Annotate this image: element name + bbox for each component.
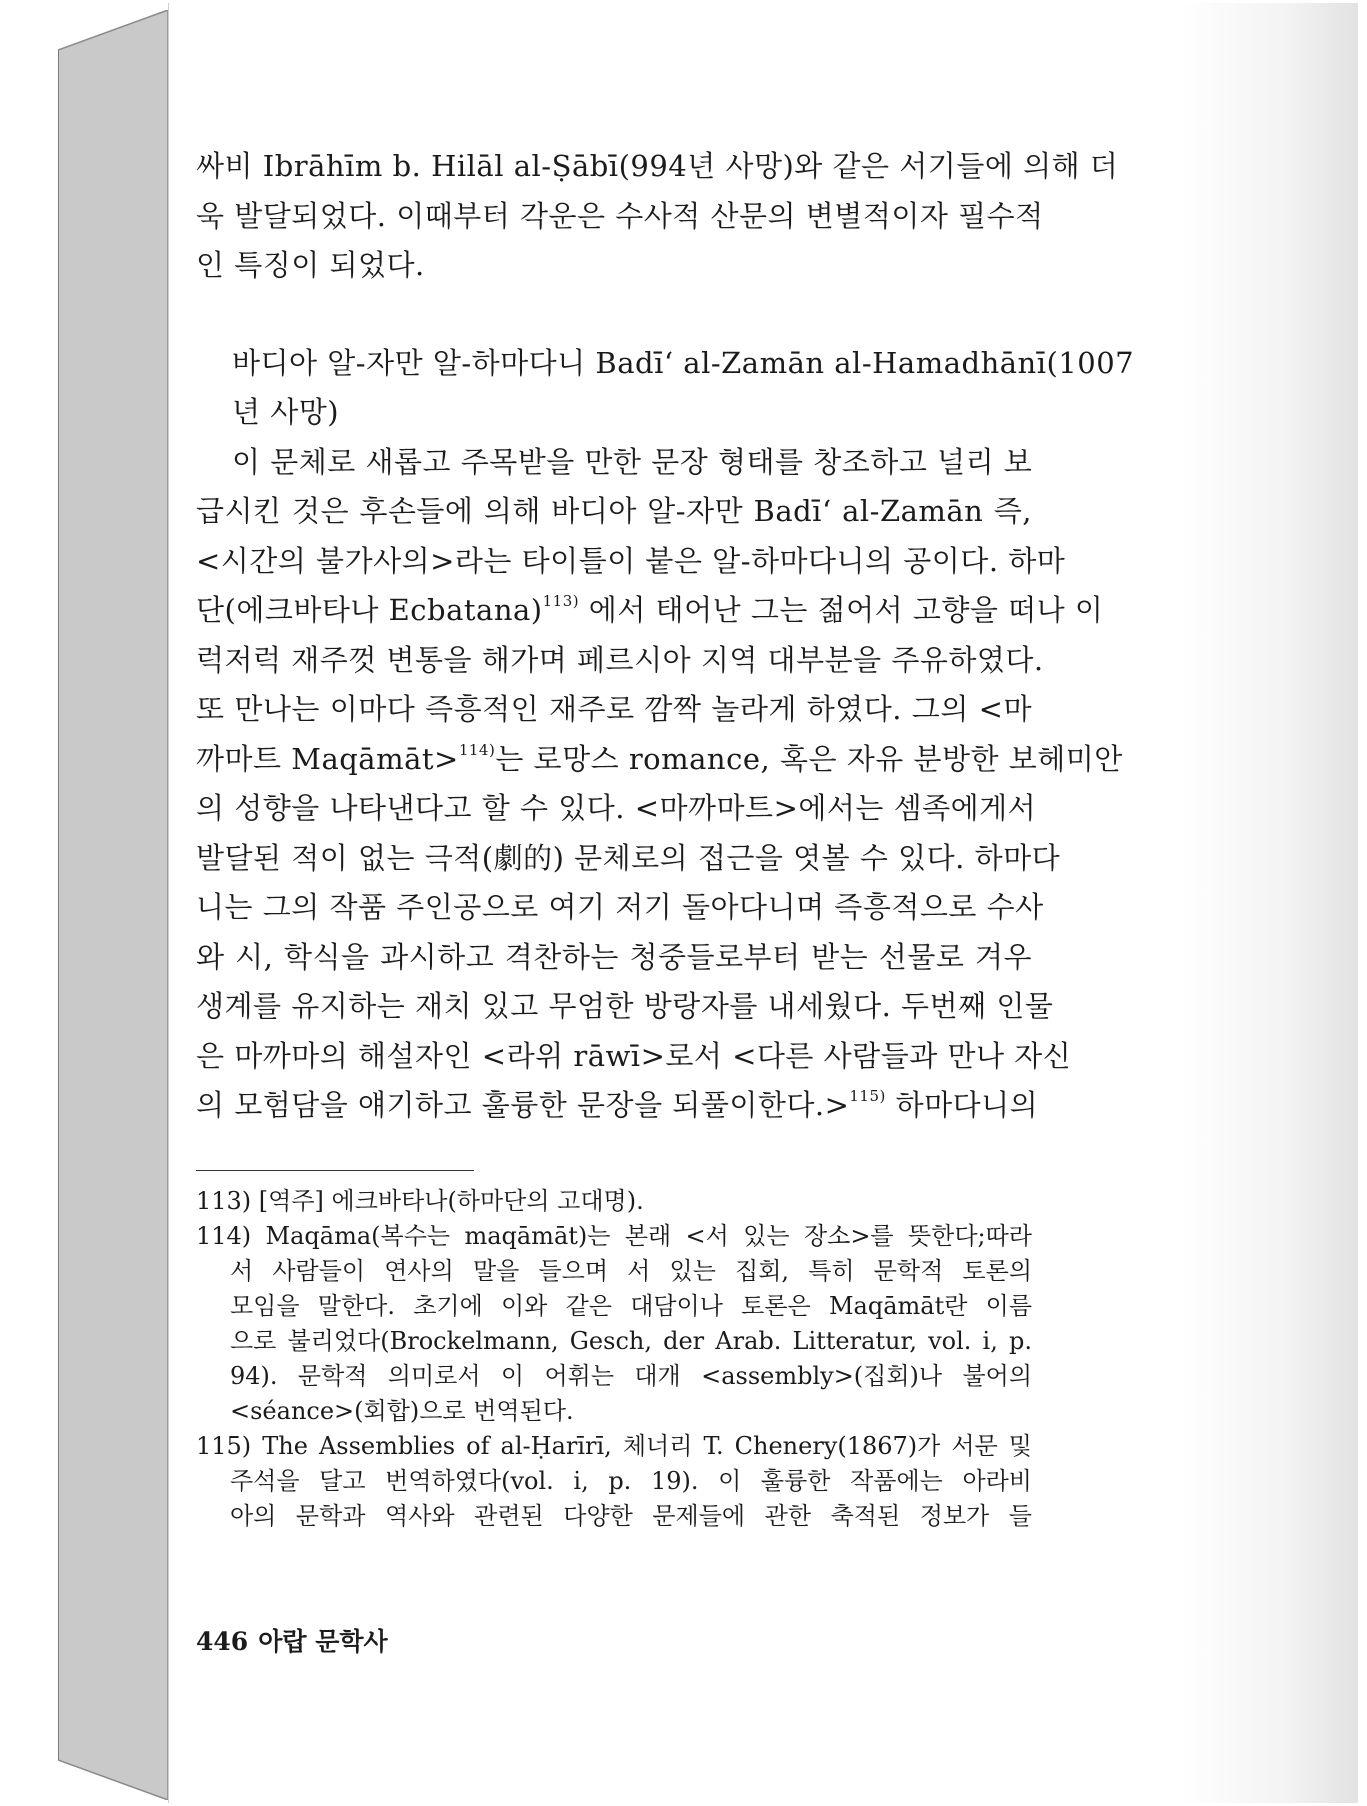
page-footer	[196, 1622, 388, 1658]
footnote-115: 115) The Assemblies of al-Ḥarīrī, 체너리 T. Chenery(1867)가 서문 및	[196, 1432, 1032, 1460]
footnote-114-line: 모임을 말한다. 초기에 이와 같은 대담이나 토론은 Maqāmāt란 이름	[230, 1292, 1032, 1320]
footnotes	[196, 1184, 1032, 1534]
body-line: 급시킨 것은 후손들에 의해 바디아 알-자만 Badī‘ al-Zamān 즉,	[196, 494, 1032, 528]
body-line: 니는 그의 작품 주인공으로 여기 저기 돌아다니며 즉흥적으로 수사	[196, 890, 1044, 924]
footnote-114-line: <séance>(회합)으로 번역된다.	[230, 1397, 574, 1425]
body-line: 와 시, 학식을 과시하고 격찬하는 청중들로부터 받는 선물로 겨우	[196, 939, 1032, 974]
running-title: 아랍 문학사	[258, 1627, 388, 1656]
body-text-run: 의 모험담을 얘기하고 훌륭한 문장을 되풀이한다.>	[196, 1088, 850, 1122]
section-heading: 바디아 알-자만 알-하마다니 Badī‘ al-Zamān al-Hamadhānī(1007	[232, 345, 1135, 380]
footnote-114-line: 94). 문학적 의미로서 이 어휘는 대개 <assembly>(집회)나 불어의	[230, 1362, 1032, 1390]
footnote-ref: 114)	[458, 740, 496, 759]
body-line: 인 특징이 되었다.	[196, 248, 425, 282]
body-line: 의 성향을 나타낸다고 할 수 있다. <마까마트>에서는 셈족에게서	[196, 791, 1037, 825]
body-line: 생계를 유지하는 재치 있고 무엄한 방랑자를 내세웠다. 두번째 인물	[196, 989, 1054, 1023]
footnote-113: 113) [역주] 에크바타나(하마단의 고대명).	[196, 1187, 644, 1215]
body-line: 은 마까마의 해설자인 <라위 rāwī>로서 <다른 사람들과 만나 자신	[196, 1038, 1072, 1073]
footnote-ref: 115)	[849, 1087, 886, 1105]
body-line	[196, 735, 1123, 785]
body-text	[196, 142, 1135, 1131]
body-line: 욱 발달되었다. 이때부터 각운은 수사적 산문의 변별적이자 필수적	[196, 198, 1044, 233]
footnote-114: 114) Maqāma(복수는 maqāmāt)는 본래 <서 있는 장소>를 뜻한다;따라	[196, 1222, 1032, 1250]
body-line: 싸비 Ibrāhīm b. Hilāl al-Ṣābī(994년 사망)와 같은 서기들에 의해 더	[196, 149, 1119, 183]
body-line: <시간의 불가사의>라는 타이틀이 붙은 알-하마다니의 공이다. 하마	[196, 543, 1066, 578]
footnote-115-line: 주석을 달고 번역하였다(vol. i, p. 19). 이 훌륭한 작품에는 아라비	[230, 1467, 1032, 1495]
body-line: 럭저럭 재주껏 변통을 해가며 페르시아 지역 대부분을 주유하였다.	[196, 642, 1044, 677]
body-text-run: 에서 태어난 그는 젊어서 고향을 떠나 이	[579, 593, 1104, 627]
footnote-114-line: 서 사람들이 연사의 말을 들으며 서 있는 집회, 특히 문학적 토론의	[230, 1257, 1032, 1285]
body-line	[196, 1081, 1039, 1131]
body-line: 발달된 적이 없는 극적(劇的) 문체로의 접근을 엿볼 수 있다. 하마다	[196, 840, 1061, 875]
body-text-run: 까마트 Maqāmāt>	[196, 741, 459, 776]
footnote-ref: 113)	[542, 592, 580, 610]
book-spine	[58, 10, 178, 1800]
page-number: 446	[196, 1627, 249, 1656]
body-line: 또 만나는 이마다 즉흥적인 재주로 깜짝 놀라게 하였다. 그의 <마	[196, 692, 1032, 726]
body-text-run: 하마다니의	[885, 1088, 1039, 1122]
body-text-run: 는 로망스 romance, 혹은 자유 분방한 보헤미안	[495, 741, 1123, 776]
section-heading: 년 사망)	[232, 395, 340, 429]
footnote-114-line: 으로 불리었다(Brockelmann, Gesch, der Arab. Litteratur, vol. i, p.	[230, 1327, 1032, 1355]
footnote-115-line: 아의 문학과 역사와 관련된 다양한 문제들에 관한 축적된 정보가 들	[230, 1502, 1032, 1530]
body-line	[196, 586, 1104, 636]
body-text-run: 단(에크바타나 Ecbatana)	[196, 593, 543, 627]
footnote-divider	[196, 1170, 474, 1171]
body-line: 이 문체로 새롭고 주목받을 만한 문장 형태를 창조하고 널리 보	[232, 444, 1033, 479]
